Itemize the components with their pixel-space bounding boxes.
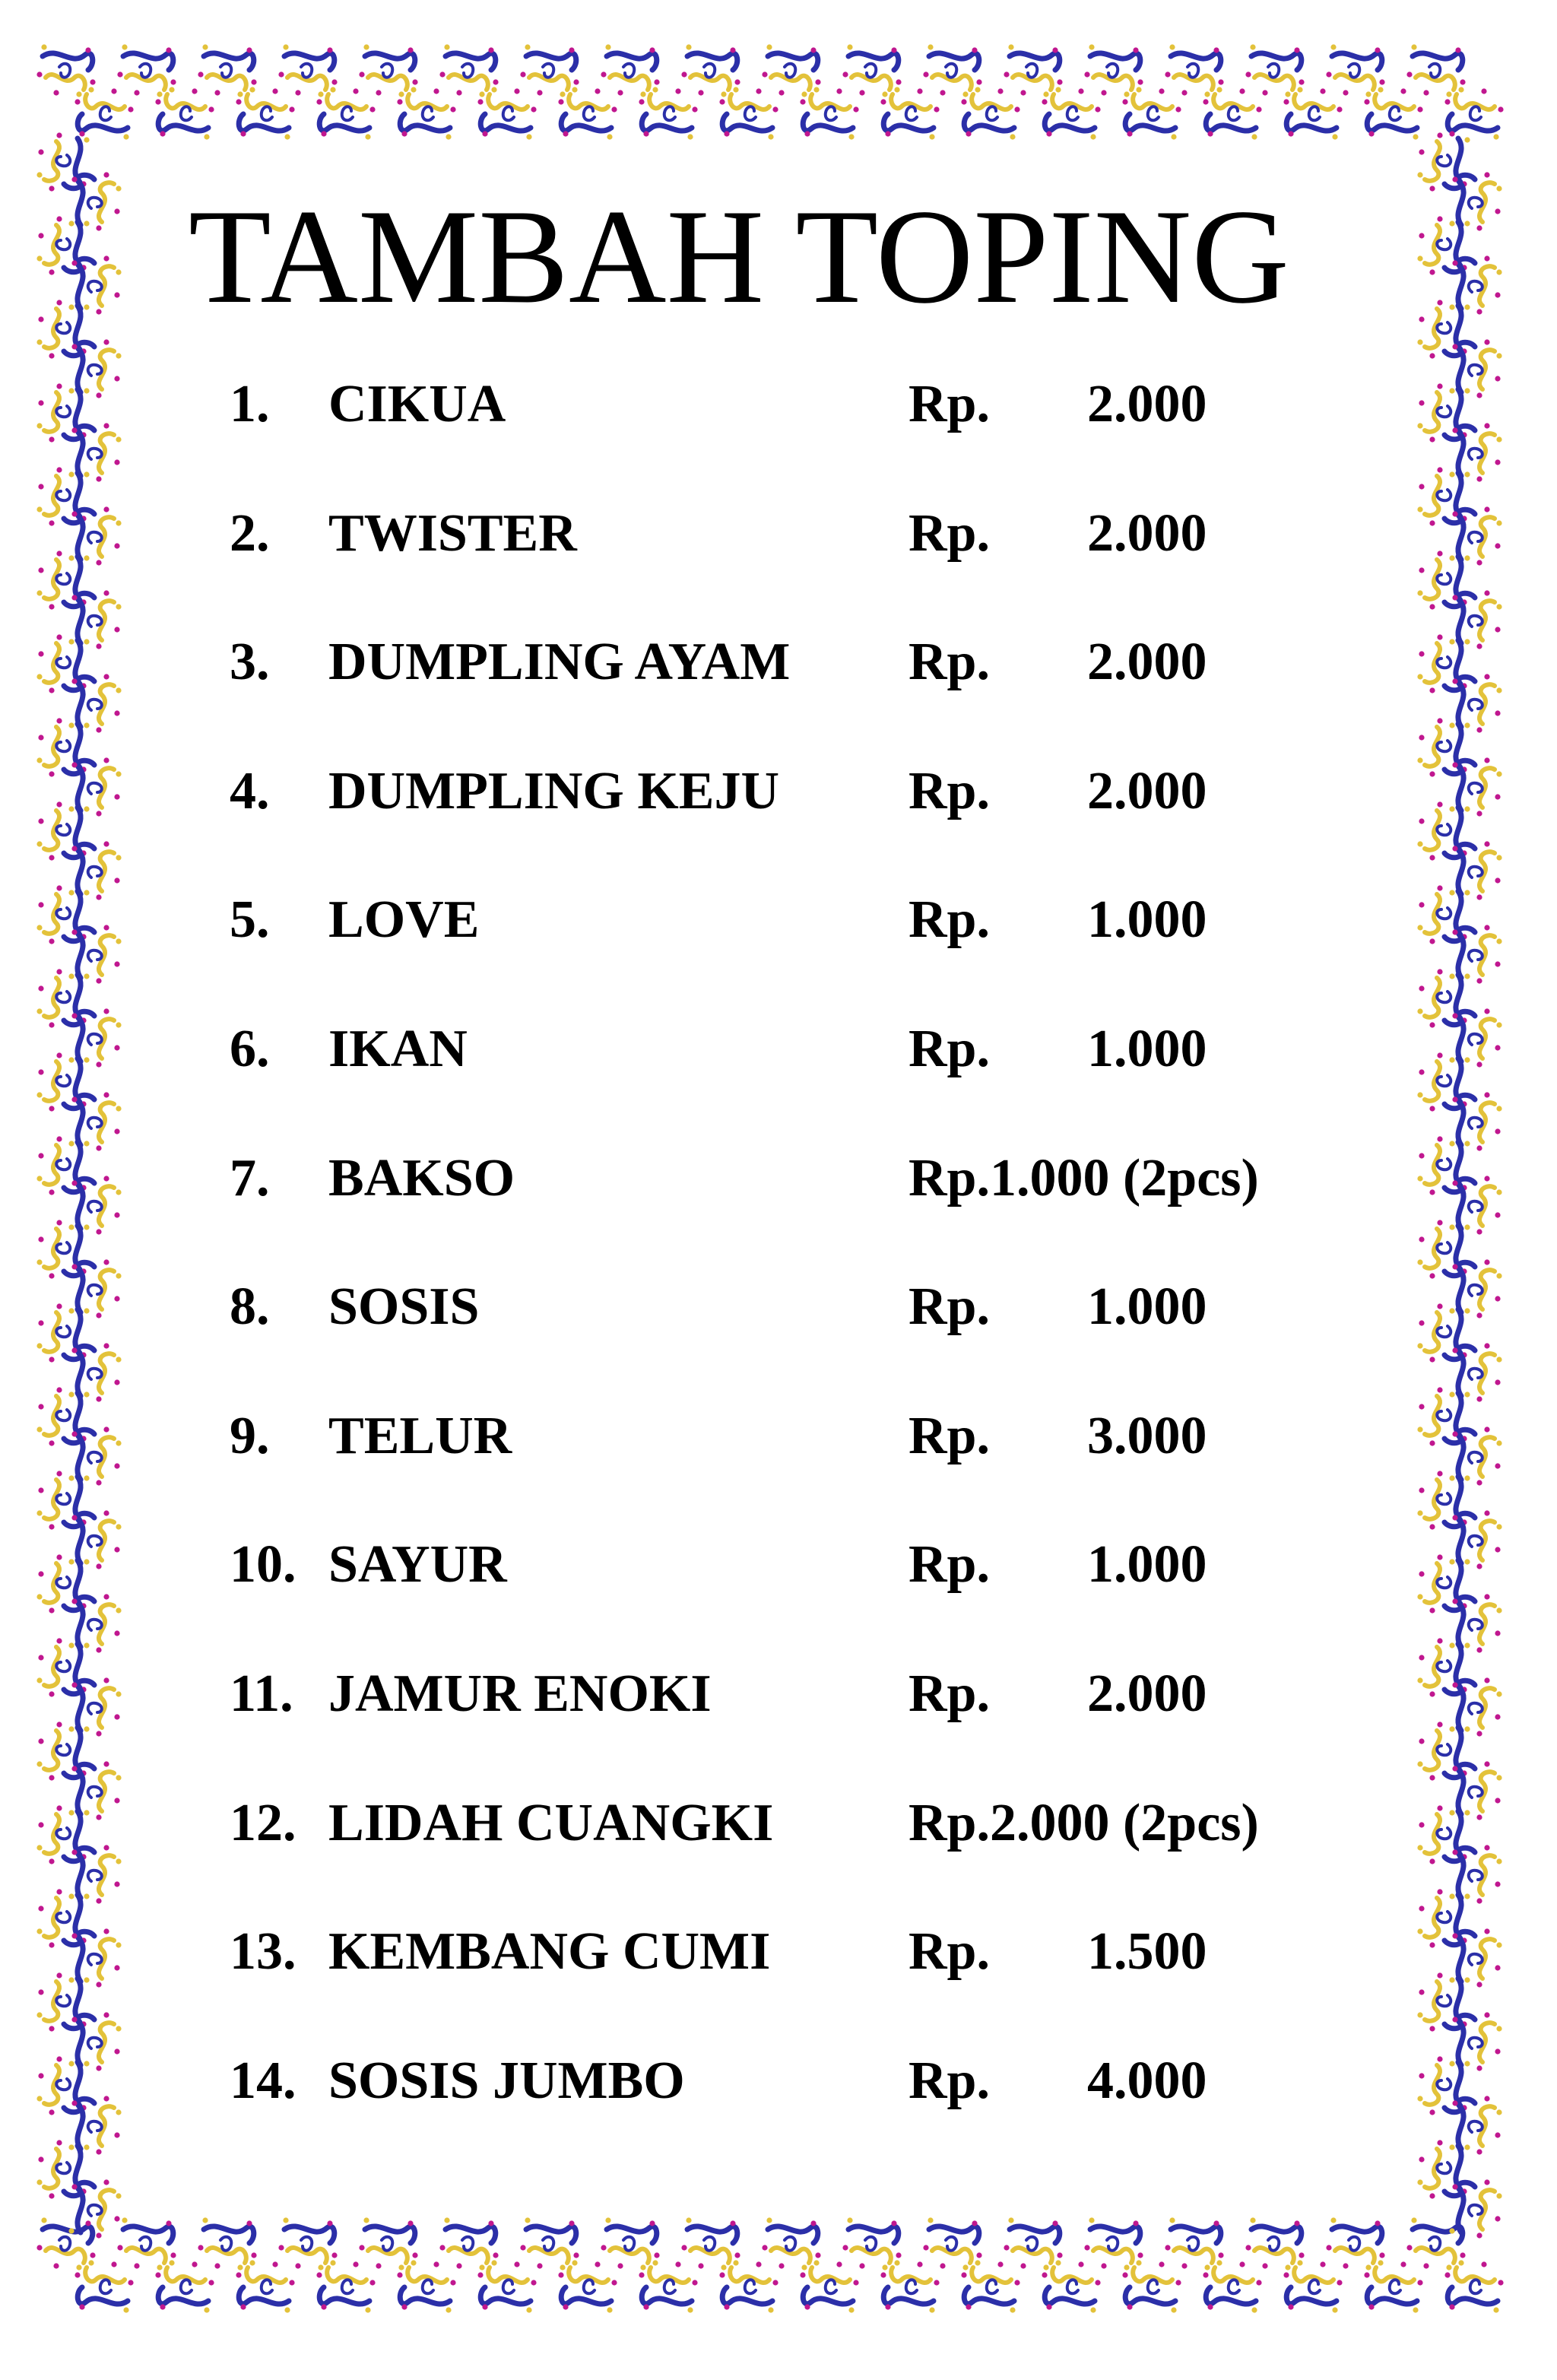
item-name: DUMPLING KEJU xyxy=(328,762,780,820)
item-name: TWISTER xyxy=(328,504,577,563)
item-name: CIKUA xyxy=(328,375,506,433)
item-price: 2.000 xyxy=(1087,1664,1207,1723)
item-currency: Rp. xyxy=(909,890,990,949)
item-name: IKAN xyxy=(328,1020,468,1078)
item-name: JAMUR ENOKI xyxy=(328,1664,712,1723)
item-name: TELUR xyxy=(328,1407,512,1465)
menu-item-row xyxy=(0,762,1557,841)
item-price: 1.000 xyxy=(1087,1535,1207,1594)
item-price: 2.000 xyxy=(1087,633,1207,691)
menu-item-row xyxy=(0,1535,1557,1614)
item-name: SAYUR xyxy=(328,1535,507,1594)
item-price: 2.000 xyxy=(1087,375,1207,433)
item-currency: Rp. xyxy=(909,1020,990,1078)
item-name: DUMPLING AYAM xyxy=(328,633,791,691)
item-name: LOVE xyxy=(328,890,480,949)
menu-item-row xyxy=(0,375,1557,454)
item-price: 1.000 xyxy=(1087,890,1207,949)
item-number: 10. xyxy=(230,1535,296,1594)
menu-item-row xyxy=(0,890,1557,969)
item-number: 12. xyxy=(230,1794,296,1852)
menu-item-row xyxy=(0,2052,1557,2131)
item-price: 1.500 xyxy=(1087,1922,1207,1981)
item-number: 3. xyxy=(230,633,270,691)
menu-item-row xyxy=(0,1922,1557,2001)
item-number: 1. xyxy=(230,375,270,433)
item-name: SOSIS JUMBO xyxy=(328,2052,685,2110)
menu-item-row xyxy=(0,1149,1557,1228)
item-currency: Rp. xyxy=(909,2052,990,2110)
item-number: 2. xyxy=(230,504,270,563)
item-currency: Rp. xyxy=(909,504,990,563)
item-number: 8. xyxy=(230,1277,270,1336)
item-price: 4.000 xyxy=(1087,2052,1207,2110)
item-number: 9. xyxy=(230,1407,270,1465)
menu-item-row xyxy=(0,633,1557,712)
item-number: 11. xyxy=(230,1664,293,1723)
item-price: 2.000 xyxy=(1087,762,1207,820)
item-number: 6. xyxy=(230,1020,270,1078)
item-name: LIDAH CUANGKI xyxy=(328,1794,774,1852)
item-number: 13. xyxy=(230,1922,296,1981)
item-price: 3.000 xyxy=(1087,1407,1207,1465)
item-currency: Rp. xyxy=(909,762,990,820)
item-currency: Rp. xyxy=(909,1407,990,1465)
item-number: 14. xyxy=(230,2052,296,2110)
item-name: SOSIS xyxy=(328,1277,480,1336)
menu-item-row xyxy=(0,1277,1557,1357)
item-number: 4. xyxy=(230,762,270,820)
item-number: 5. xyxy=(230,890,270,949)
menu-item-row xyxy=(0,504,1557,583)
menu-item-row xyxy=(0,1794,1557,1873)
item-price: 2.000 xyxy=(1087,504,1207,563)
item-currency: Rp. xyxy=(909,1277,990,1336)
item-currency: Rp. xyxy=(909,375,990,433)
item-name: KEMBANG CUMI xyxy=(328,1922,771,1981)
page-title: TAMBAH TOPING xyxy=(189,181,1289,332)
item-price: 1.000 xyxy=(1087,1020,1207,1078)
item-number: 7. xyxy=(230,1149,270,1207)
item-currency: Rp. xyxy=(909,633,990,691)
item-currency: Rp. xyxy=(909,1535,990,1594)
item-price-full: Rp.2.000 (2pcs) xyxy=(909,1794,1259,1852)
menu-item-row xyxy=(0,1664,1557,1744)
item-price: 1.000 xyxy=(1087,1277,1207,1336)
item-price-full: Rp.1.000 (2pcs) xyxy=(909,1149,1259,1207)
menu-item-row xyxy=(0,1407,1557,1486)
menu-item-row xyxy=(0,1020,1557,1099)
item-name: BAKSO xyxy=(328,1149,515,1207)
item-currency: Rp. xyxy=(909,1922,990,1981)
item-currency: Rp. xyxy=(909,1664,990,1723)
